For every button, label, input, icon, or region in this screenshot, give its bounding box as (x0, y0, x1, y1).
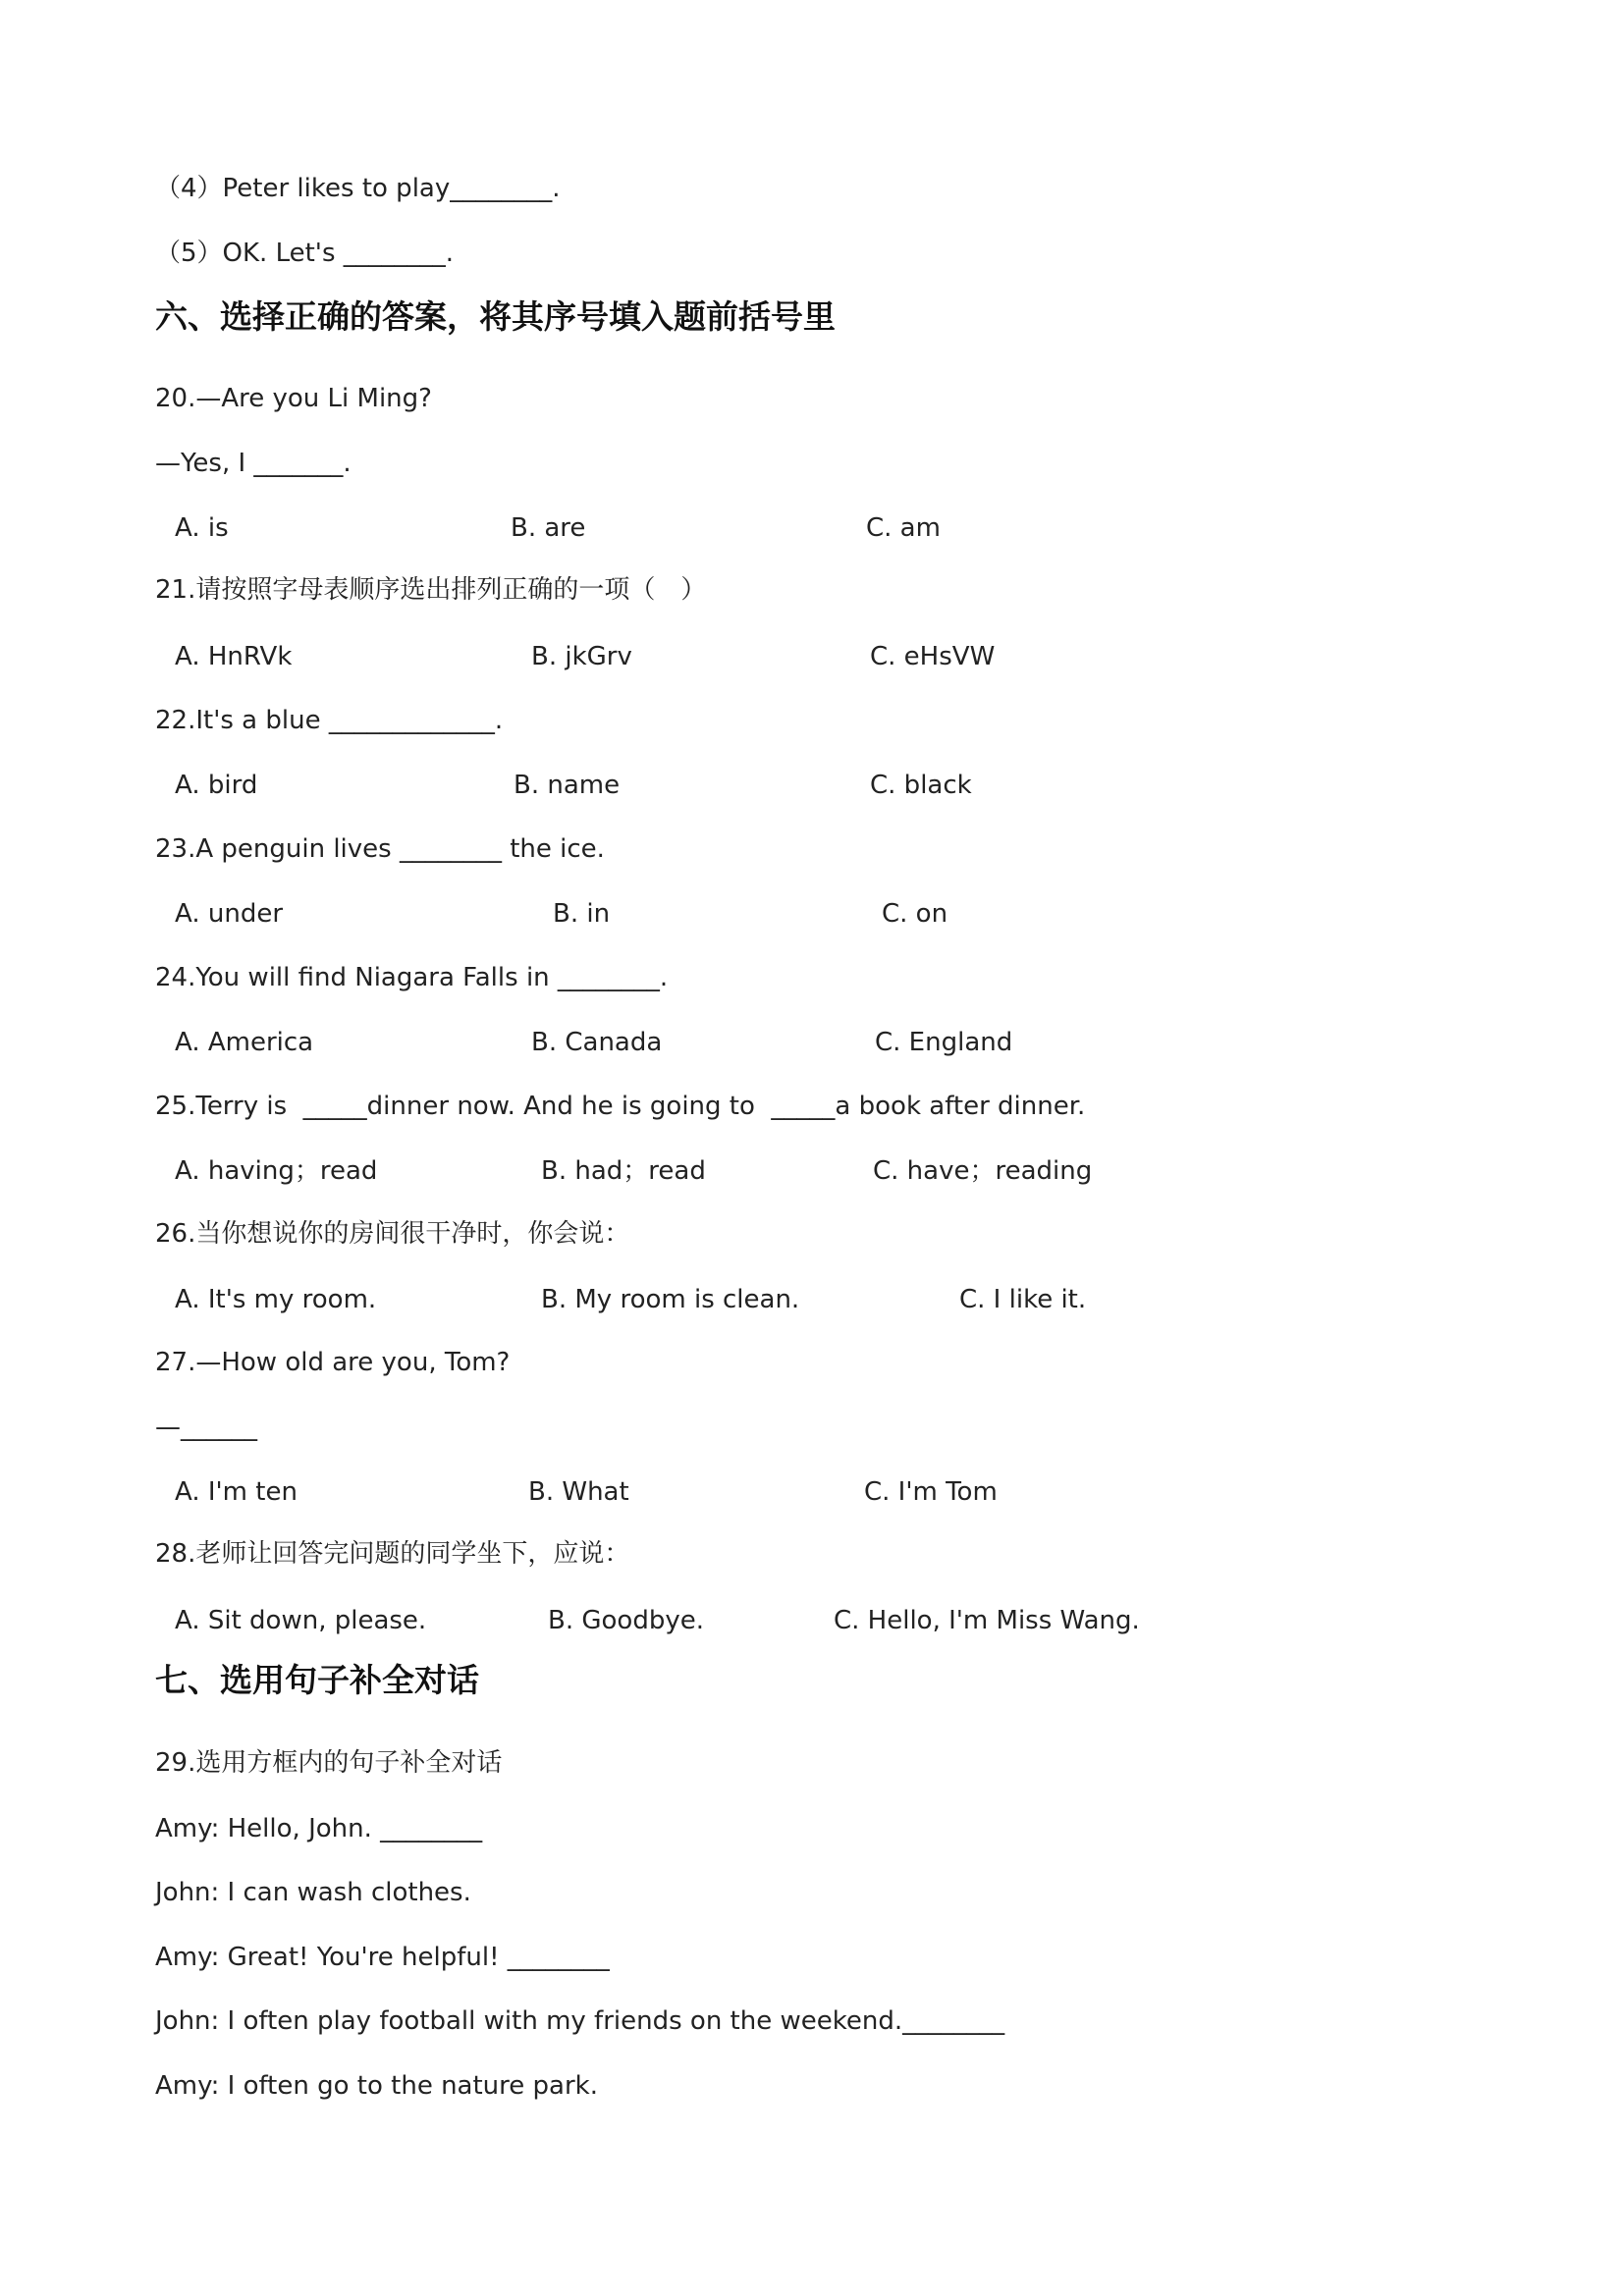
question-25-stem: 25.Terry is _____dinner now. And he is going to _____a book after dinner. (155, 1092, 1086, 1121)
question-21-option-a: A. HnRVk (175, 642, 293, 671)
question-28-option-c: C. Hello, I'm Miss Wang. (834, 1606, 1140, 1635)
question-21-option-b: B. jkGrv (531, 642, 632, 671)
section-7-heading: 七、选用句子补全对话 (155, 1661, 479, 1699)
question-28-option-a: A. Sit down, please. (175, 1606, 427, 1635)
question-26-option-b: B. My room is clean. (541, 1285, 800, 1314)
question-25-option-c: C. have；reading (873, 1156, 1093, 1186)
question-20-answer-line: —Yes, I _______. (155, 449, 352, 478)
question-26-stem: 26.当你想说你的房间很干净时，你会说： (155, 1219, 630, 1249)
question-26-option-a: A. It's my room. (175, 1285, 377, 1314)
question-25-option-b: B. had；read (541, 1156, 706, 1186)
dialogue-line-3: Amy: Great! You're helpful! ________ (155, 1943, 610, 1972)
dialogue-line-1: Amy: Hello, John. ________ (155, 1814, 483, 1843)
question-22-option-b: B. name (514, 771, 621, 800)
question-24-option-a: A. America (175, 1028, 314, 1057)
question-27-option-c: C. I'm Tom (864, 1477, 998, 1507)
question-27-stem: 27.—How old are you, Tom? (155, 1348, 511, 1377)
question-23-option-a: A. under (175, 899, 284, 929)
dialogue-line-4: John: I often play football with my friends on the weekend.________ (155, 2006, 1005, 2036)
question-27-option-b: B. What (528, 1477, 629, 1507)
question-20-stem: 20.—Are you Li Ming? (155, 384, 432, 413)
question-22-stem: 22.It's a blue _____________. (155, 706, 504, 735)
question-22-option-c: C. black (870, 771, 972, 800)
section-6-heading: 六、选择正确的答案，将其序号填入题前括号里 (155, 297, 836, 336)
question-24-option-b: B. Canada (531, 1028, 663, 1057)
question-23-option-b: B. in (553, 899, 611, 929)
question-25-option-a: A. having；read (175, 1156, 378, 1186)
question-5-5: （5）OK. Let's ________. (155, 239, 455, 268)
question-28-stem: 28.老师让回答完问题的同学坐下，应说： (155, 1539, 630, 1569)
question-20-option-b: B. are (511, 513, 586, 543)
question-20-option-c: C. am (866, 513, 941, 543)
question-26-option-c: C. I like it. (959, 1285, 1087, 1314)
question-21-option-c: C. eHsVW (870, 642, 996, 671)
question-5-4: （4）Peter likes to play________. (155, 174, 561, 203)
question-23-stem: 23.A penguin lives ________ the ice. (155, 834, 605, 864)
question-22-option-a: A. bird (175, 771, 258, 800)
question-29-stem: 29.选用方框内的句子补全对话 (155, 1748, 503, 1778)
question-27-option-a: A. I'm ten (175, 1477, 298, 1507)
question-24-stem: 24.You will find Niagara Falls in ________. (155, 963, 669, 992)
question-21-stem: 21.请按照字母表顺序选出排列正确的一项（ ） (155, 575, 707, 605)
question-23-option-c: C. on (882, 899, 948, 929)
question-28-option-b: B. Goodbye. (548, 1606, 704, 1635)
question-24-option-c: C. England (875, 1028, 1013, 1057)
dialogue-line-2: John: I can wash clothes. (155, 1878, 471, 1907)
dialogue-line-5: Amy: I often go to the nature park. (155, 2071, 598, 2101)
question-20-option-a: A. is (175, 513, 229, 543)
question-27-answer-line: —______ (155, 1413, 257, 1442)
